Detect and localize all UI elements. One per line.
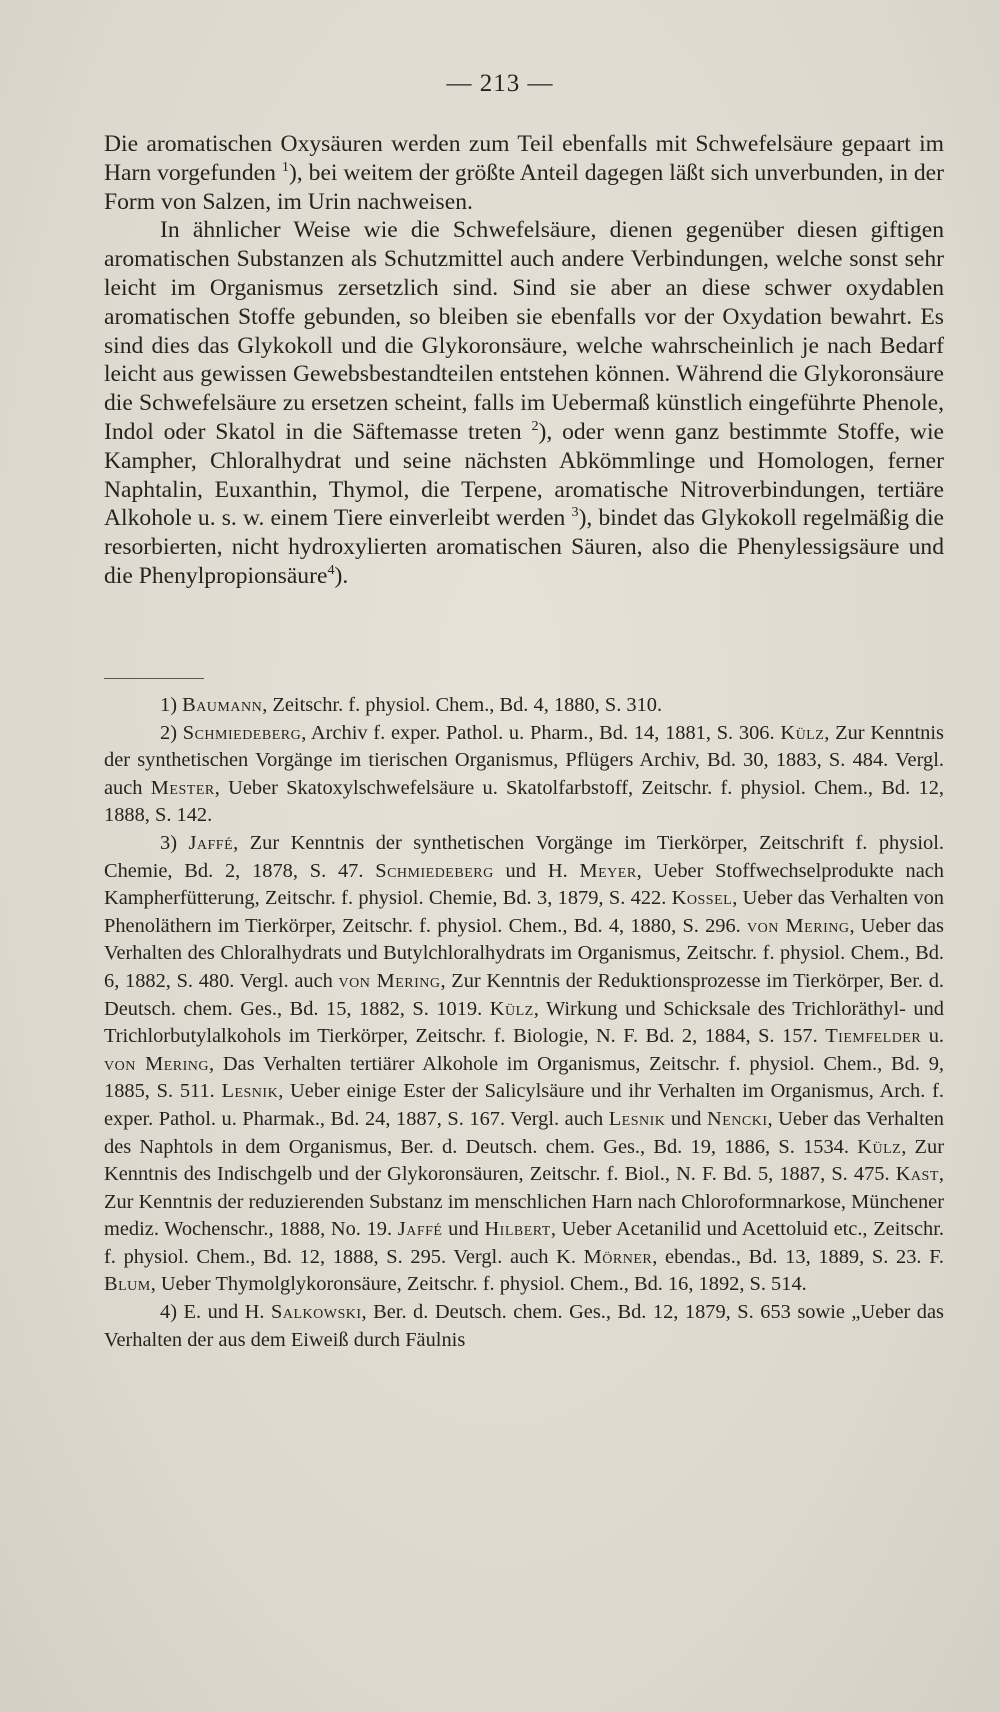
footnote [104,1299,944,1354]
footnote-ref: 1 [281,158,289,175]
footnote-ref: 2 [531,417,539,434]
text-run: 3) [160,831,189,854]
paragraph [104,216,944,590]
text-run: , Zur Kenntnis der synthetischen Vorgänge im Tierkörper, Zeitschrift f. physiol. Chemie, Bd. 2, 1878, S. 47. [104,831,944,882]
text-run: , Zur Kenntnis der reduzierenden Substanz im menschlichen Harn nach Chloroformnarkose, Münchener mediz. Wochenschr., 1888, No. 19. [104,1163,944,1241]
author-name: Mester [150,776,215,799]
author-name: Schmiedeberg [375,859,494,882]
text-run: , Ueber Thymolglykoronsäure, Zeitschr. f. physiol. Chem., Bd. 16, 1892, S. 514. [150,1273,807,1296]
text-run: , Zur Kenntnis der Reduktionsprozesse im Tierkörper, Ber. d. Deutsch. chem. Ges., Bd. 15, 1882, S. 1019. [104,969,944,1020]
author-name: Külz [780,721,825,744]
paragraph [104,130,944,216]
text-run: , Ueber Acetanilid und Acettoluid etc., Zeitschr. f. physiol. Chem., Bd. 12, 1888, S. 295. Vergl. auch K. [104,1218,945,1268]
author-name: Kast [895,1163,939,1186]
text-run: ), bindet das Glykokoll regelmäßig die resorbierten, nicht hydroxylierten aromatischen Säuren, also die Phenylessigsäure und die Phenylpropionsäure [104,505,945,589]
text-run: , ebendas., Bd. 13, 1889, S. 23. F. [652,1245,945,1268]
author-name: Külz [857,1135,902,1158]
footnote [104,720,944,830]
footnote-ref: 4 [327,561,335,578]
author-name: Jaffé [188,831,234,854]
author-name: Baumann [182,694,263,716]
author-name: Hilbert [484,1218,551,1241]
text-run: und [665,1107,708,1130]
text-run: 2) [160,721,183,744]
text-run: u. [921,1025,945,1048]
footnote-ref: 3 [571,504,579,521]
text-run: und H. [493,859,580,882]
author-name: Mörner [583,1245,653,1268]
author-name: von Mering [338,969,441,992]
author-name: Lesnik [221,1080,279,1103]
page-number: — 213 — [446,70,554,97]
text-run: , Zeitschr. f. physiol. Chem., Bd. 4, 1880, S. 310. [262,694,663,716]
text-run: ), bei weitem der größte Anteil dagegen läßt sich unverbunden, in der Form von Salzen, im Urin nachweisen. [104,159,944,215]
footnote-separator [104,678,204,679]
text-run: 1) [160,694,183,716]
author-name: Nencki [707,1107,768,1130]
author-name: Blum [104,1273,151,1296]
text-run: und [442,1218,485,1241]
author-name: von Mering [747,914,850,937]
text-run: , Ueber einige Ester der Salicylsäure und ihr Verhalten im Organismus, Arch. f. exper. Pathol. u. Pharmak., Bd. 24, 1887, S. 167. Vergl. auch [104,1080,944,1130]
author-name: Salkowski [271,1301,362,1324]
author-name: Meyer [579,859,637,882]
text-run: , Wirkung und Schicksale des Trichloräthyl- und Trichlorbutylalkohols im Tierkörper, Zeitschr. f. Biologie, N. F. Bd. 2, 1884, S. 157. [104,997,944,1048]
text-run: 4) E. und H. [160,1301,272,1324]
text-run: , Das Verhalten tertiärer Alkohole im Organismus, Zeitschr. f. physiol. Chem., Bd. 9, 1885, S. 511. [104,1052,944,1103]
text-run: , Ueber Skatoxylschwefelsäure u. Skatolfarbstoff, Zeitschr. f. physiol. Chem., Bd. 12, 1888, S. 142. [104,776,944,827]
author-name: Kossel [671,887,733,910]
text-run: In ähnlicher Weise wie die Schwefelsäure, dienen gegenüber diesen giftigen aromatischen Substanzen als Schutzmittel auch andere Verbindungen, welche sonst sehr leicht im Organismus zersetzlich sind. Sind sie aber an diese schwer oxydablen aromatischen Stoffe gebunden, so bleiben sie ebenfalls vor der Oxydation bewahrt. Es sind dies das Glykokoll und die Glykoronsäure, welche wahrscheinlich je nach Bedarf leicht aus gewissen Gewebsbestandteilen entstehen können. Während die Glykoronsäure die Schwefelsäure zu ersetzen scheint, falls im Uebermaß künstlich eingeführte Phenole, Indol oder Skatol in die Säftemasse treten [104,217,944,445]
text-run: Die aromatischen Oxysäuren werden zum Teil ebenfalls mit Schwefelsäure gepaart im Harn vorgefunden [104,131,944,186]
text-run: ). [334,562,349,589]
author-name: Külz [489,997,534,1020]
text-run: , Zur Kenntnis des Indischgelb und der Glykoronsäuren, Zeitschr. f. Biol., N. F. Bd. 5, 1887, S. 475. [104,1135,944,1186]
text-run: ), oder wenn ganz bestimmte Stoffe, wie Kampher, Chloralhydrat und seine nächsten Abkömmlinge und Homologen, ferner Naphtalin, Euxanthin, Thymol, die Terpene, aromatische Nitroverbindungen, tertiäre Alkohole u. s. w. einem Tiere einverleibt werden [104,418,944,532]
text-run: , Zur Kenntnis der synthetischen Vorgänge im tierischen Organismus, Pflügers Archiv, Bd. 30, 1883, S. 484. Vergl. auch [104,721,944,799]
text-run: , Ueber das Verhalten des Chloralhydrats und Butylchloralhydrats im Organismus, Zeitschr. f. physiol. Chem., Bd. 6, 1882, S. 480. Vergl. auch [104,914,944,992]
text-run: , Ueber Stoffwechselprodukte nach Kampherfütterung, Zeitschr. f. physiol. Chemie, Bd. 3, 1879, S. 422. [104,859,945,910]
text-run: , Archiv f. exper. Pathol. u. Pharm., Bd. 14, 1881, S. 306. [301,721,781,744]
footnote [104,692,944,720]
author-name: von Mering [104,1052,210,1075]
text-run: , Ber. d. Deutsch. chem. Ges., Bd. 12, 1879, S. 653 sowie „Ueber das Verhalten der aus dem Eiweiß durch Fäulnis [104,1301,944,1351]
footnotes [104,692,944,1354]
author-name: Tiemfelder [825,1025,922,1048]
main-text [104,130,944,591]
author-name: Schmiedeberg [182,721,302,744]
text-run: , Ueber das Verhalten des Naphtols in dem Organismus, Ber. d. Deutsch. chem. Ges., Bd. 19, 1886, S. 1534. [104,1107,944,1158]
author-name: Jaffé [397,1218,443,1241]
author-name: Lesnik [608,1107,666,1130]
text-run: , Ueber das Verhalten von Phenoläthern im Tierkörper, Zeitschr. f. physiol. Chem., Bd. 4, 1880, S. 296. [104,887,944,937]
footnote [104,830,944,1299]
